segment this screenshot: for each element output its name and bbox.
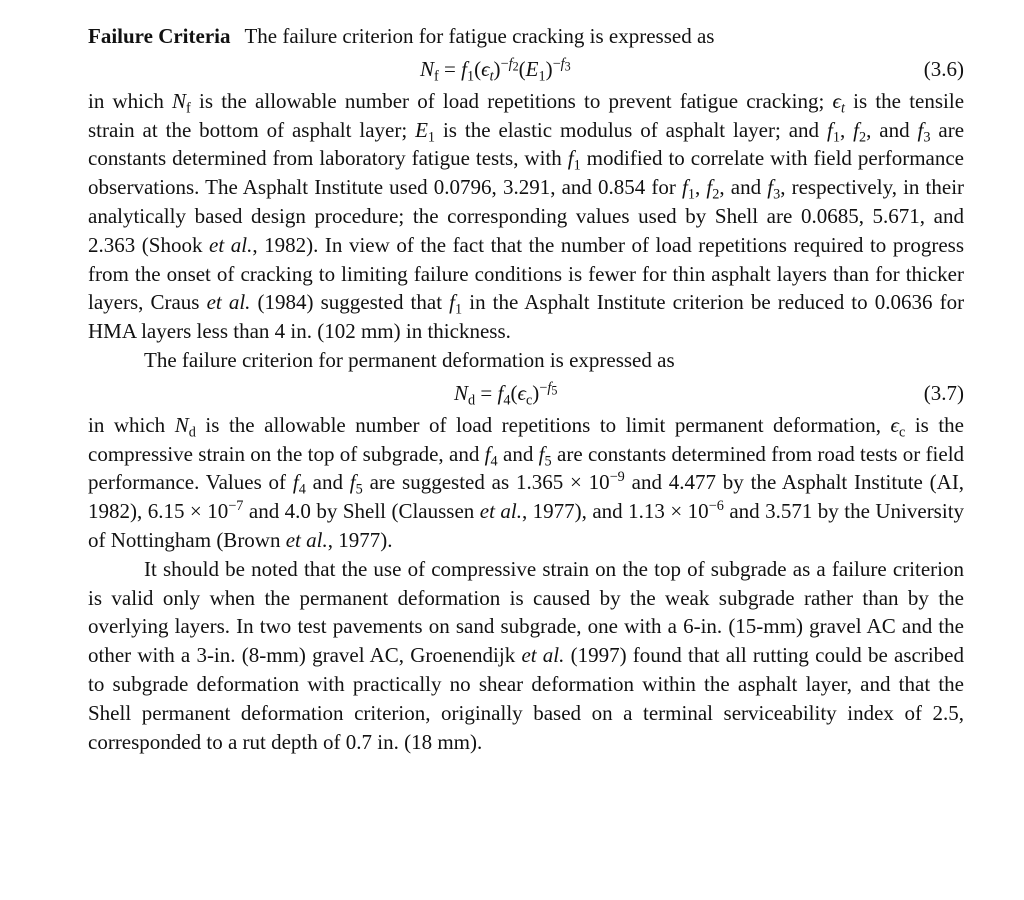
paragraph-permanent-intro: The failure criterion for permanent deformation is expressed as xyxy=(144,347,675,372)
deformation-formula: $N_d = f_4(\epsilon_c)^{-f_5}$ xyxy=(454,379,558,409)
section-intro xyxy=(88,22,964,51)
equation-number: (3.7) xyxy=(923,380,964,405)
paragraph-fatigue: in which $N_f$ is the allowable number of load repetitions to prevent fatigue cracking; $\epsilon_t$ is the tensile strain at the bottom of asphalt layer; $E_1$ is the elastic modulus of asphalt layer; and $f_1$, $f_2$, and $f_3$ are constants determined from laboratory fatigue tests, with $f_1$ modified to correlate with field performance observations. The Asphalt Institute used 0.0796, 3.291, and 0.854 for $f_1$, $f_2$, and $f_3$, respectively, in their analytically based design procedure; the corresponding values used by Shell are 0.0685, 5.671, and 2.363 (Shook et al., 1982). In view of the fact that the number of load repetitions required to progress from the onset of cracking to limiting failure conditions is fewer for thin asphalt layers than for thicker layers, Craus et al. (1984) suggested that $f_1$ in the Asphalt Institute criterion be reduced to 0.0636 for HMA layers less than 4 in. (102 mm) in thickness. xyxy=(88,88,965,344)
paragraph-validity: It should be noted that the use of compressive strain on the top of subgrade as a failure criterion is valid only when the permanent deformation is caused by the weak subgrade rather than by the overlying layers. In two test pavements on sand subgrade, one with a 6-in. (15-mm) gravel AC and the other with a 3-in. (8-mm) gravel AC, Groenendijk et al. (1997) found that all rutting could be ascribed to subgrade deformation with practically no shear deformation within the asphalt layer, and that the Shell permanent deformation criterion, originally based on a terminal serviceability index of 2.5, corresponded to a rut depth of 0.7 in. (18 mm). xyxy=(88,556,964,754)
intro-text: The failure criterion for fatigue cracking is expressed as xyxy=(244,24,715,48)
equation-number: (3.6) xyxy=(923,56,964,81)
equation-3-6 xyxy=(88,51,964,87)
document-body xyxy=(88,22,964,756)
equation-3-7 xyxy=(88,375,964,411)
paragraph-deformation: in which $N_d$ is the allowable number of load repetitions to limit permanent deformation, $\epsilon_c$ is the compressive strain on the top of subgrade, and $f_4$ and $f_5$ are constants determined from road tests or field performance. Values of $f_4$ and $f_5$ are suggested as $1.365 \times 10^{-9}$ and 4.477 by the Asphalt Institute (AI, 1982), $6.15 \times 10^{-7}$ and 4.0 by Shell (Claussen et al., 1977), and $1.13 \times 10^{-6}$ and 3.571 by the University of Nottingham (Brown et al., 1977). xyxy=(88,412,965,552)
section-heading: Failure Criteria xyxy=(88,24,231,48)
fatigue-formula: $N_f = f_1(\epsilon_t)^{-f_2}(E_1)^{-f_3}$ xyxy=(420,55,571,85)
